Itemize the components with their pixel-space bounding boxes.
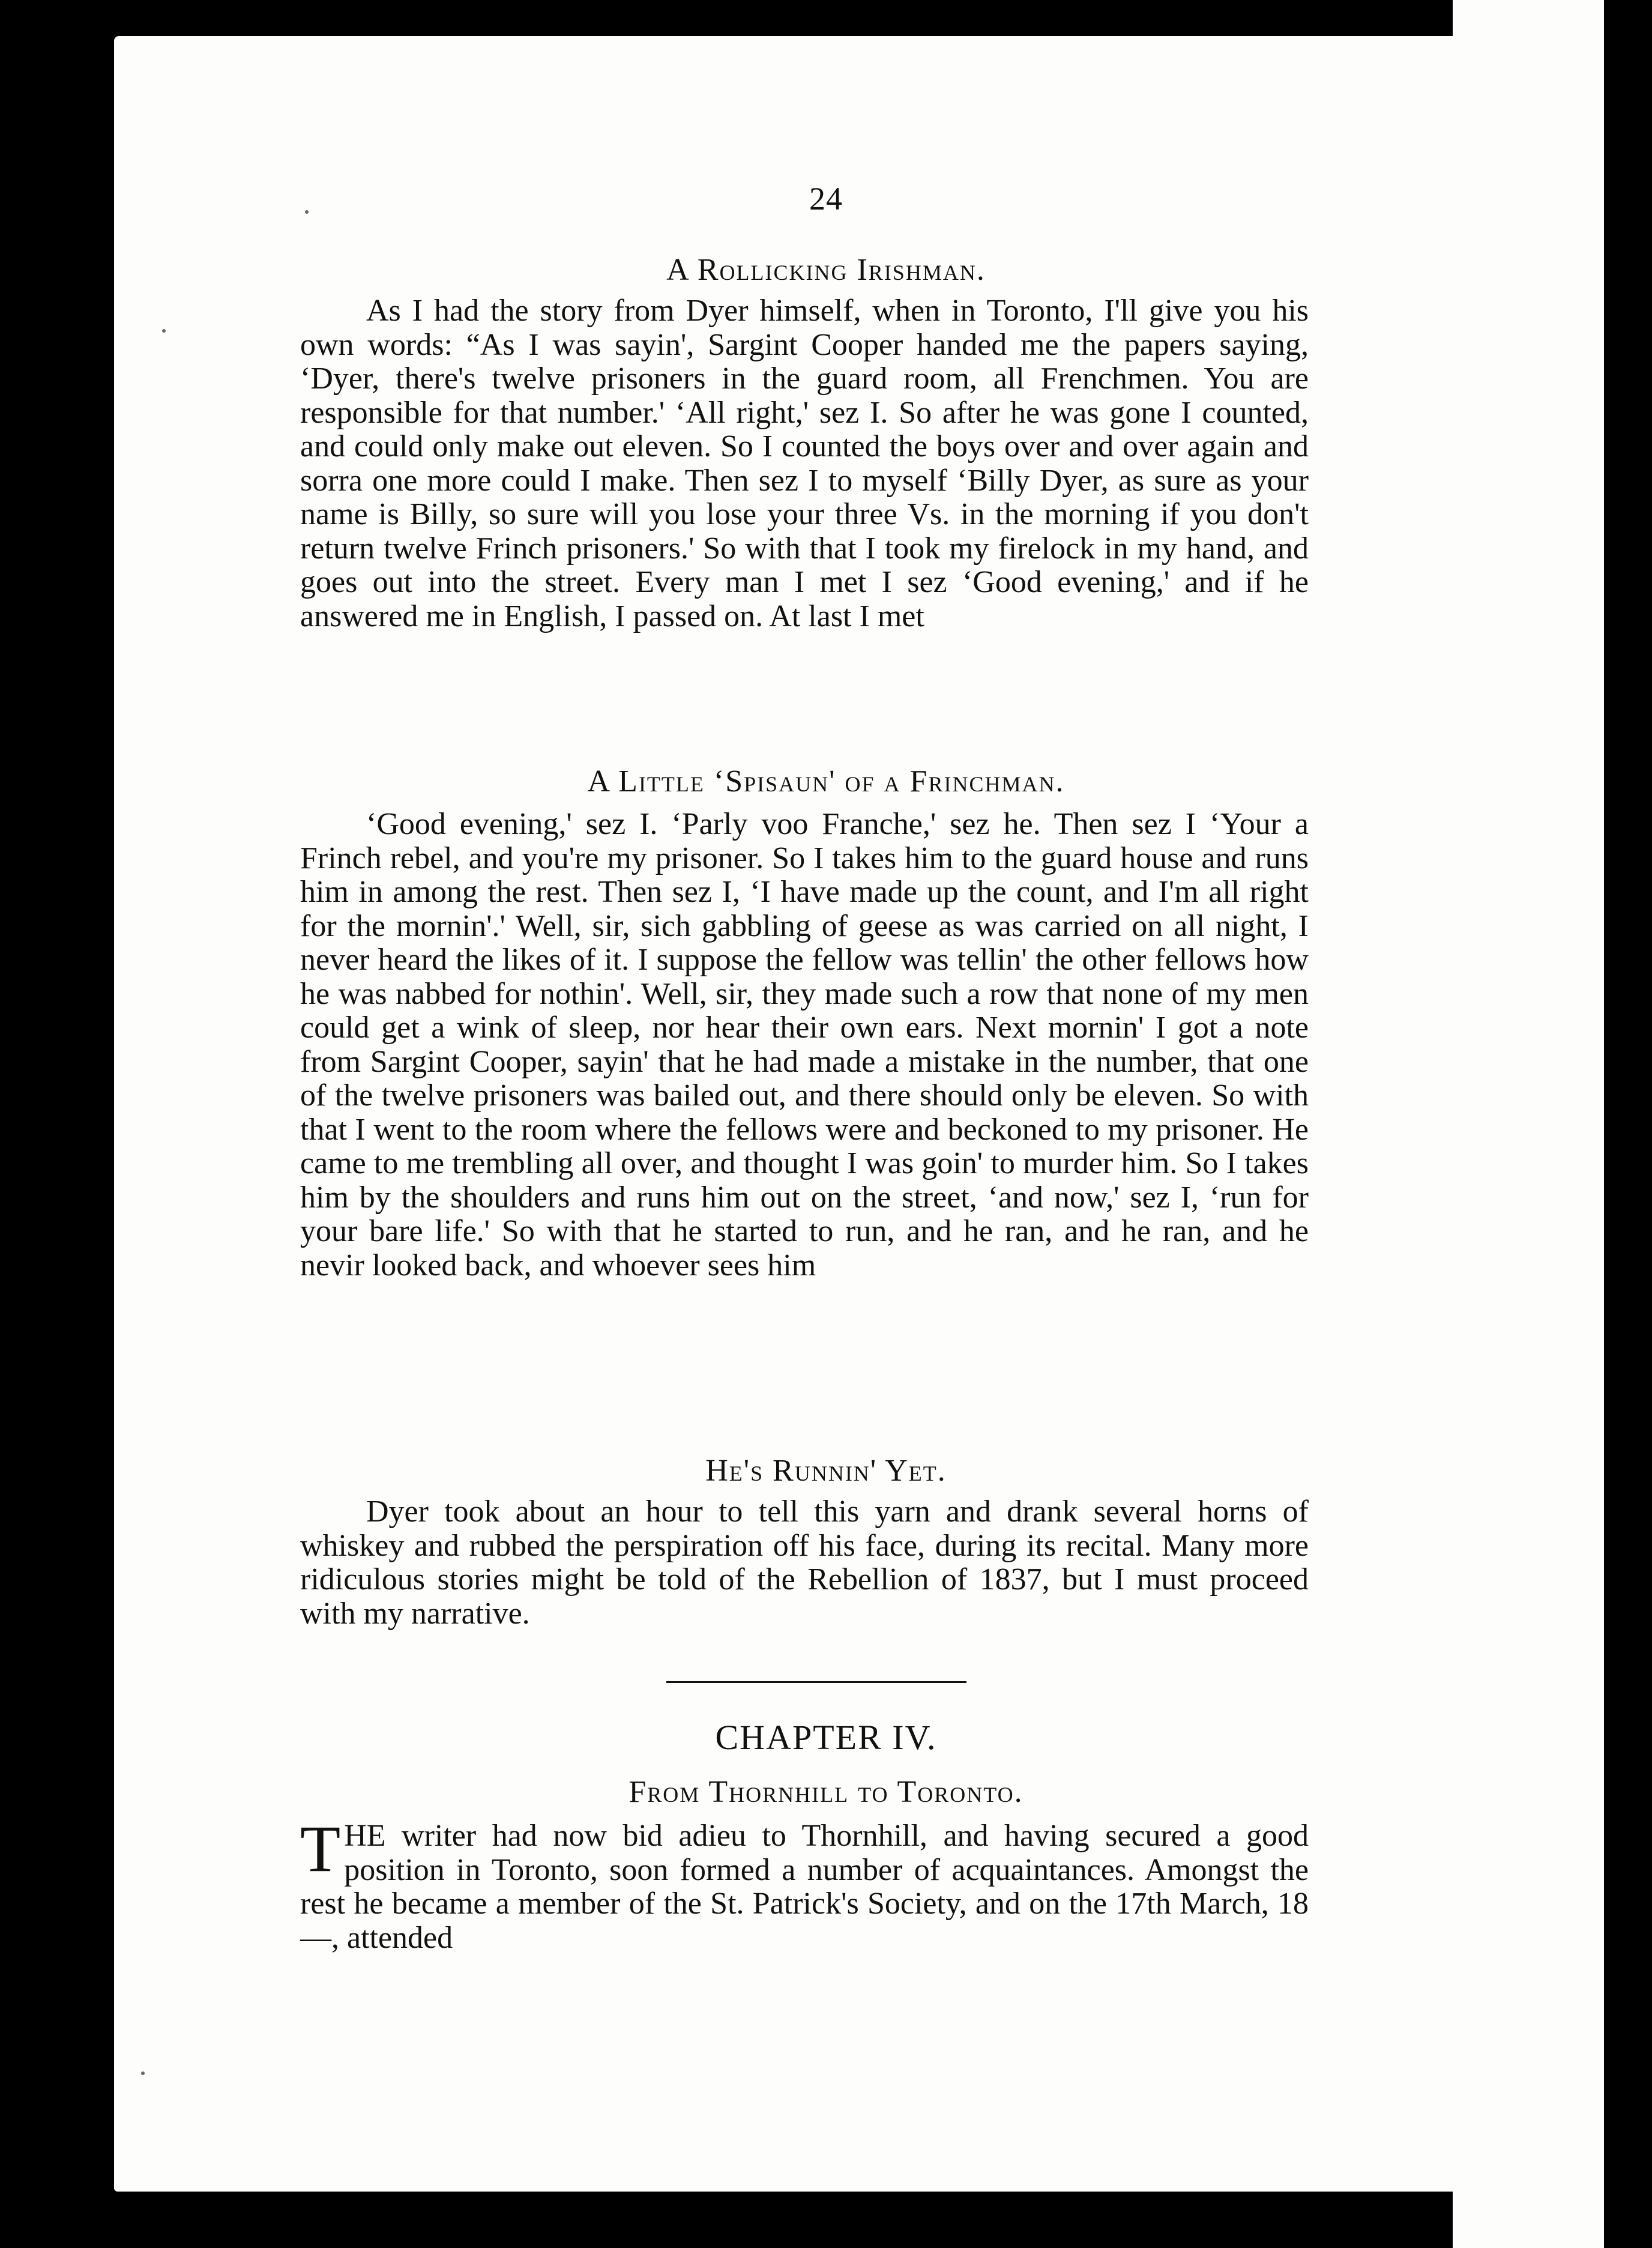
chapter-subtitle: From Thornhill to Toronto. <box>629 1775 1023 1809</box>
section-heading-rollicking-irishman: A Rollicking Irishman. <box>666 253 986 287</box>
paper-speck <box>141 2071 145 2075</box>
paper-speck <box>162 329 166 333</box>
section-divider-rule <box>666 1681 966 1683</box>
chapter-opening-paragraph <box>300 1812 1309 1955</box>
body-paragraph-yarn: Dyer took about an hour to tell this yarn and drank several horns of whiskey and rubbed the perspiration off his face, during its recital. Many more ridiculous stories might be told of the Rebellion of 1837, but I must proceed with my narrative. <box>300 1494 1309 1631</box>
page-number: 24 <box>809 181 843 217</box>
body-paragraph-dyer-story: As I had the story from Dyer himself, when in Toronto, I'll give you his own words: “As I was sayin', Sargint Cooper handed me the papers saying, ‘Dyer, there's twelve prisoners in the guard room, all Frenchmen. You are responsible for that number.' ‘All right,' sez I. So after he was gone I counted, and could only make out eleven. So I counted the boys over and over again and sorra one more could I make. Then sez I to myself ‘Billy Dyer, as sure as your name is Billy, so sure will you lose your three Vs. in the morning if you don't return twelve Frinch prisoners.' So with that I took my firelock in my hand, and goes out into the street. Every man I met I sez ‘Good evening,' and if he answered me in English, I passed on. At last I met <box>300 294 1309 633</box>
body-paragraph-frinchman: ‘Good evening,' sez I. ‘Parly voo Franche,' sez he. Then sez I ‘Your a Frinch rebel, and you're my prisoner. So I takes him to the guard house and runs him in among the rest. Then sez I, ‘I have made up the count, and I'm all right for the mornin'.' Well, sir, sich gabbling of geese as was carried on all night, I never heard the likes of it. I suppose the fellow was tellin' the other fellows how he was nabbed for nothin'. Well, sir, they made such a row that none of my men could get a wink of sleep, nor hear their own ears. Next mornin' I got a note from Sargint Cooper, sayin' that he had made a mistake in the number, that one of the twelve prisoners was bailed out, and there should only be eleven. So with that I went to the room where the fellows were and beckoned to my prisoner. He came to me trembling all over, and thought I was goin' to murder him. So I takes him by the shoulders and runs him out on the street, ‘and now,' sez I, ‘run for your bare life.' So with that he started to run, and he ran, and he ran, and he nevir looked back, and whoever sees him <box>300 807 1309 1283</box>
chapter-title: CHAPTER IV. <box>715 1718 937 1757</box>
section-heading-spisaun: A Little ‘Spisaun' of a Frinchman. <box>587 764 1065 799</box>
section-heading-runnin-yet: He's Runnin' Yet. <box>705 1454 947 1488</box>
chapter-paragraph-text: HE writer had now bid adieu to Thornhill, and having secured a good position in Toronto, soon formed a number of acquaintances. Amongst the rest he became a member of the St. Patrick's Society, and on the 17th March, 18—, attended <box>300 1819 1309 1955</box>
drop-cap: T <box>300 1812 341 1885</box>
